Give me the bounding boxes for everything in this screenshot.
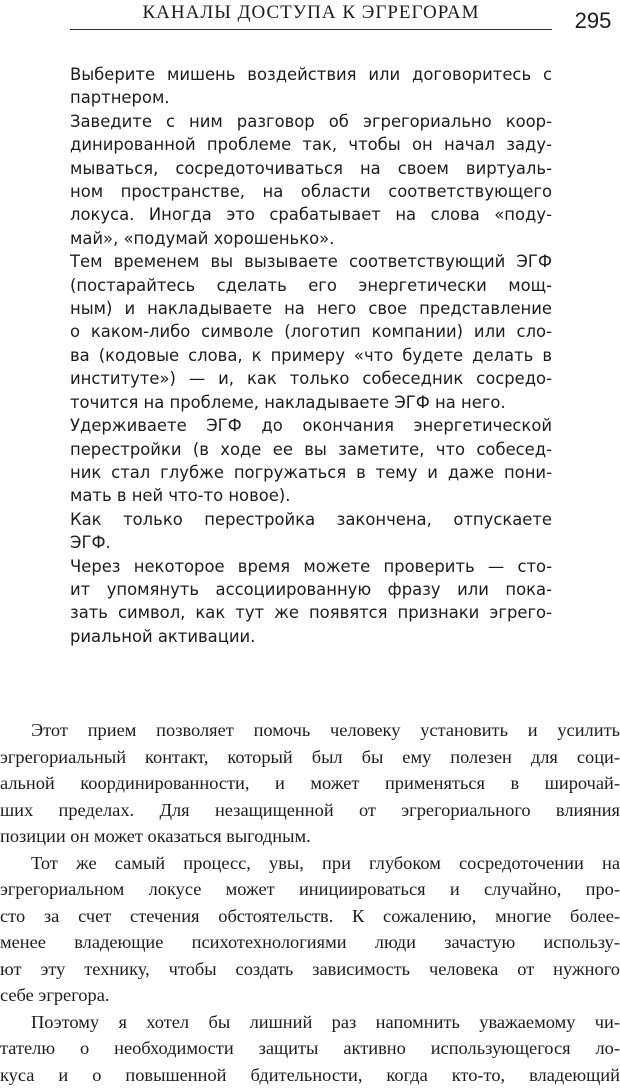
step-6 <box>70 555 552 649</box>
paragraph-line: эгрегориальный контакт, который был бы ему полезен для соци- <box>0 744 620 771</box>
step-line: риальной активации. <box>70 625 552 648</box>
body-text <box>0 717 620 1088</box>
step-line: локуса. Иногда это срабатывает на слова «поду- <box>70 203 552 226</box>
step-line: Выберите мишень воздействия или договоритесь с <box>70 63 552 86</box>
step-line: ным) и накладываете на него свое представление <box>70 297 552 320</box>
paragraph-line: менее владеющие психотехнологиями люди зачастую использу- <box>0 929 620 956</box>
step-4 <box>70 414 552 508</box>
step-line: ЭГФ. <box>70 531 552 554</box>
step-line: перестройки (в ходе ее вы заметите, что собесед- <box>70 438 552 461</box>
step-3 <box>70 250 552 414</box>
step-line: (постарайтесь сделать его энергетически мощ- <box>70 274 552 297</box>
step-line: Заведите с ним разговор об эгрегориально коор- <box>70 110 552 133</box>
step-line: динированной проблеме так, чтобы он начал заду- <box>70 133 552 156</box>
step-line: зать символ, как тут же появятся признаки эгрего- <box>70 601 552 624</box>
step-line: Как только перестройка закончена, отпускаете <box>70 508 552 531</box>
paragraph-line: ших пределах. Для незащищенной от эгрегориального влияния <box>0 797 620 824</box>
step-line: ит упомянуть ассоциированную фразу или пока- <box>70 578 552 601</box>
step-line: май», «подумай хорошенько». <box>70 227 552 250</box>
paragraph-line: Поэтому я хотел бы лишний раз напомнить уважаемому чи- <box>0 1009 620 1036</box>
paragraph-line: тателю о необходимости защиты активно использующегося ло- <box>0 1035 620 1062</box>
step-2 <box>70 110 552 250</box>
paragraph-line: куса и о повышенной бдительности, когда кто-то, владеющий <box>0 1062 620 1088</box>
step-line: Через некоторое время можете проверить — сто- <box>70 555 552 578</box>
step-line: точится на проблеме, накладываете ЭГФ на него. <box>70 391 552 414</box>
step-line: Тем временем вы вызываете соответствующий ЭГФ <box>70 250 552 273</box>
step-line: ва (кодовые слова, к примеру «что будете делать в <box>70 344 552 367</box>
step-line: ном пространстве, на области соответствующего <box>70 180 552 203</box>
paragraph-1 <box>0 717 620 850</box>
paragraph-line: Этот прием позволяет помочь человеку установить и усилить <box>0 717 620 744</box>
step-line: Удерживаете ЭГФ до окончания энергетической <box>70 414 552 437</box>
paragraph-line: альной координированности, и может применяться в широчай- <box>0 770 620 797</box>
step-5 <box>70 508 552 555</box>
step-line: мать в ней что-то новое). <box>70 484 552 507</box>
procedure-steps <box>70 63 552 648</box>
paragraph-3 <box>0 1009 620 1088</box>
step-line: о каком-либо символе (логотип компании) или сло- <box>70 320 552 343</box>
step-1 <box>70 63 552 110</box>
step-line: партнером. <box>70 86 552 109</box>
paragraph-line: себе эгрегора. <box>0 982 620 1009</box>
header-rule <box>70 29 552 30</box>
paragraph-2 <box>0 850 620 1009</box>
paragraph-line: эгрегориальном локусе может инициироваться и случайно, про- <box>0 876 620 903</box>
page-number: 295 <box>566 8 620 34</box>
running-header: КАНАЛЫ ДОСТУПА К ЭГРЕГОРАМ <box>70 2 552 24</box>
step-line: ник стал глубже погружаться в тему и даже пони- <box>70 461 552 484</box>
paragraph-line: позиции он может оказаться выгодным. <box>0 823 620 850</box>
paragraph-line: сто за счет стечения обстоятельств. К сожалению, многие более- <box>0 903 620 930</box>
paragraph-line: Тот же самый процесс, увы, при глубоком сосредоточении на <box>0 850 620 877</box>
step-line: институте») — и, как только собеседник сосредо- <box>70 367 552 390</box>
step-line: мываться, сосредоточиваться на своем виртуаль- <box>70 157 552 180</box>
paragraph-line: ют эту технику, чтобы создать зависимость человека от нужного <box>0 956 620 983</box>
